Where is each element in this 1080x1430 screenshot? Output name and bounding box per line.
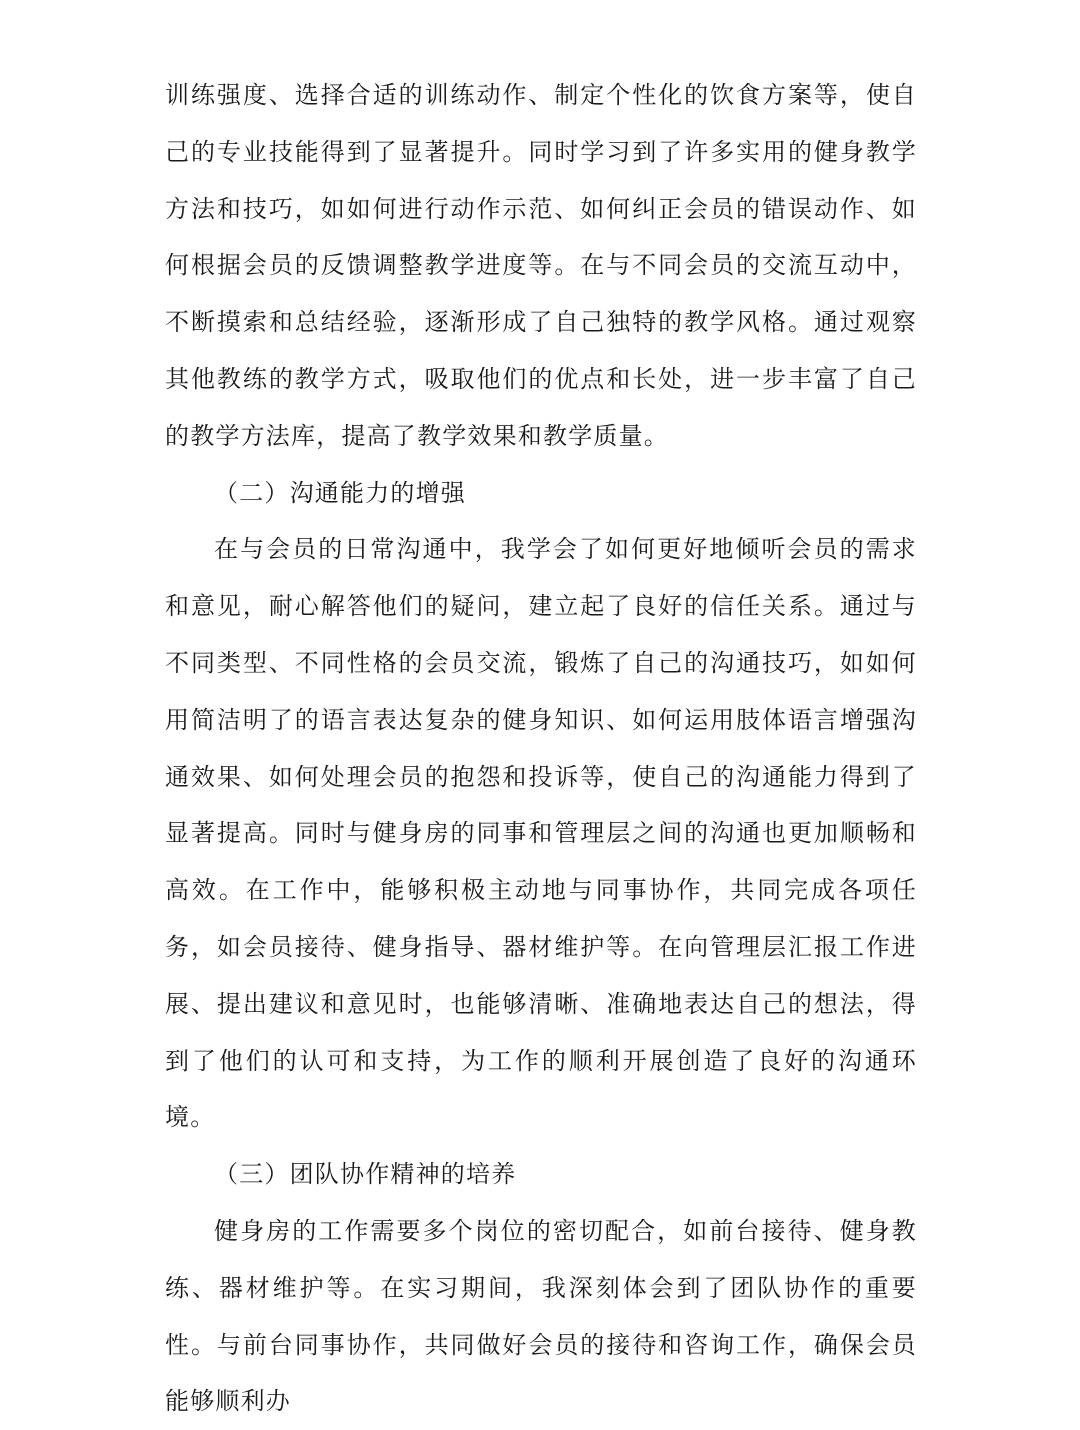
section-heading-teamwork: （三）团队协作精神的培养 [214, 1160, 517, 1189]
intro-paragraph: 训练强度、选择合适的训练动作、制定个性化的饮食方案等，使自己的专业技能得到了显著提升。同时学习到了许多实用的健身教学方法和技巧，如如何进行动作示范、如何纠正会员的错误动作、如何根据会员的反馈调整教学进度等。在与不同会员的交流互动中，不断摸索和总结经验，逐渐形成了自己独特的教学风格。通过观察其他教练的教学方式，吸取他们的优点和长处，进一步丰富了自己的教学方法库，提高了教学效果和教学质量。 [165, 81, 917, 450]
communication-paragraph: 在与会员的日常沟通中，我学会了如何更好地倾听会员的需求和意见，耐心解答他们的疑问，建立起了良好的信任关系。通过与不同类型、不同性格的会员交流，锻炼了自己的沟通技巧，如如何用简洁明了的语言表达复杂的健身知识、如何运用肢体语言增强沟通效果、如何处理会员的抱怨和投诉等，使自己的沟通能力得到了显著提高。同时与健身房的同事和管理层之间的沟通也更加顺畅和高效。在工作中，能够积极主动地与同事协作，共同完成各项任务，如会员接待、健身指导、器材维护等。在向管理层汇报工作进展、提出建议和意见时，也能够清晰、准确地表达自己的想法，得到了他们的认可和支持，为工作的顺利开展创造了良好的沟通环境。 [165, 535, 917, 1132]
document-body [165, 67, 917, 1430]
section-heading-communication: （二）沟通能力的增强 [214, 478, 466, 507]
teamwork-paragraph: 健身房的工作需要多个岗位的密切配合，如前台接待、健身教练、器材维护等。在实习期间，我深刻体会到了团队协作的重要性。与前台同事协作，共同做好会员的接待和咨询工作，确保会员能够顺利办 [165, 1216, 917, 1416]
